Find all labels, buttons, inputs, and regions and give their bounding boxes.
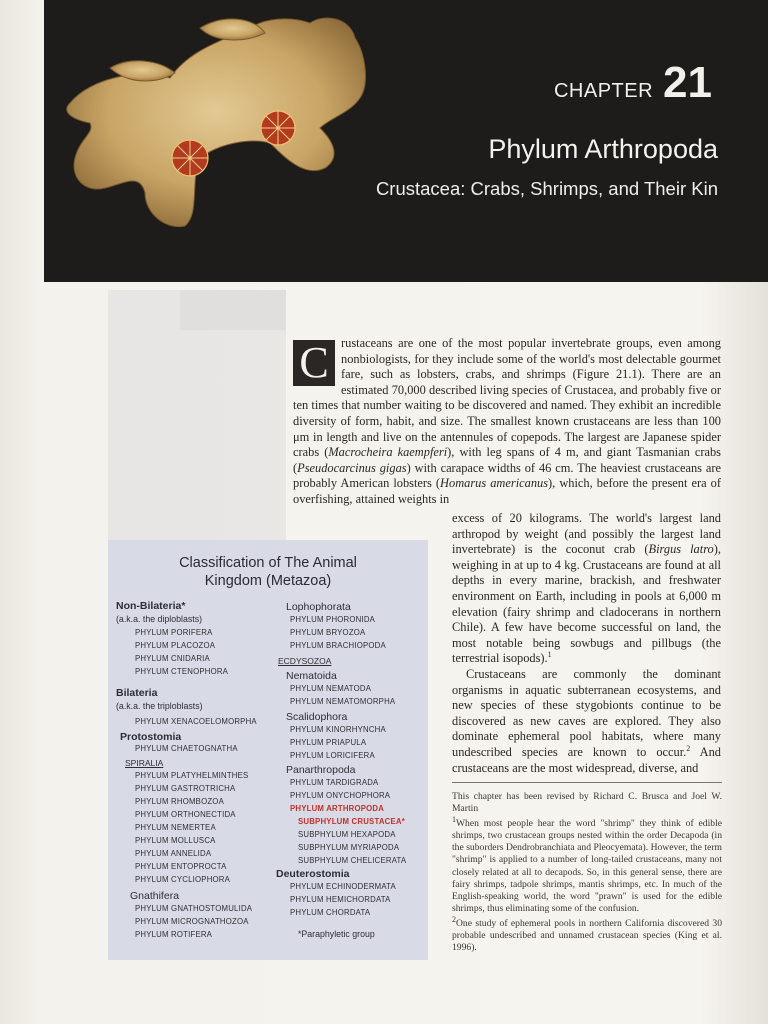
- taxon-group: Gnathifera: [130, 890, 180, 902]
- intro-paragraph: [293, 336, 721, 508]
- phylum: PHYLUM ROTIFERA: [135, 930, 213, 939]
- phylum: PHYLUM NEMATODA: [290, 684, 372, 693]
- chapter-word: CHAPTER: [553, 80, 654, 102]
- revision-note: This chapter has been revised by Richard C. Brusca and Joel W. Martin: [452, 791, 722, 815]
- phylum: PHYLUM HEMICHORDATA: [290, 895, 391, 904]
- phylum: PHYLUM ENTOPROCTA: [135, 862, 227, 871]
- sea-star-photo: [50, 8, 380, 233]
- footnote-ref[interactable]: 1: [547, 650, 552, 660]
- phylum: PHYLUM GNATHOSTOMULIDA: [135, 904, 253, 913]
- classification-title-line: Kingdom (Metazoa): [204, 573, 332, 589]
- footnote-rule: [452, 782, 722, 783]
- taxon-group: Scalidophora: [286, 711, 348, 723]
- drop-cap: C: [293, 340, 335, 386]
- phylum: PHYLUM CNIDARIA: [135, 654, 210, 663]
- taxon-group: Panarthropoda: [286, 764, 356, 776]
- taxon-note: (a.k.a. the triploblasts): [116, 701, 203, 711]
- classification-footnote: *Paraphyletic group: [298, 929, 375, 939]
- background-block: [180, 290, 286, 330]
- footnote-2: [452, 914, 722, 954]
- phylum: PHYLUM PHORONIDA: [290, 615, 376, 624]
- footnote-text: When most people hear the word "shrimp" they think of edible shrimps, two crustacean groups nested within the order Decapoda (in the suborders Dendrobranchiata and Pleocyemata). However, the term "shrimp" is applied to a number of long-tailed crustaceans, many not closely related at all to decapods. So, in this general sense, there are fairy shrimps, tadpole shrimps, mantis shrimps, etc. In much of the English-speaking world, the word "prawn" is used for the edible shrimps, thus eliminating some of the confusion.: [452, 818, 722, 914]
- intro-text: ) with carapace widths of 46 cm. The heaviest crustaceans are probably American lobsters (: [293, 460, 721, 491]
- taxon-group: SPIRALIA: [125, 758, 164, 768]
- intro-text: rustaceans are one of the most popular invertebrate groups, even among nonbiologists, for they include some of the world's most delectable gourmet fare, such as lobsters, crabs, and shrimps (Figure 21.1). There are an estimated 70,000 described living species of Crustacea, and probably five or ten times that number waiting to be discovered and named. They exhibit an incredible diversity of form, habit, and size. The smallest known crustaceans are less than 100 μm in length and live on the antennules of copepods. The largest are Japanese spider crabs (: [293, 336, 721, 460]
- body-text: Crustaceans are commonly the dominant organisms in aquatic subterranean ecosystems, and new species of these stygobionts continue to be discovered as new caves are explored. They also dominate ephemeral pool habitats, where many undescribed species are known to occur.: [452, 666, 721, 759]
- body-column: [452, 511, 721, 776]
- species-name: Homarus americanus: [440, 476, 549, 491]
- taxon-group: Lophophorata: [286, 601, 351, 613]
- phylum: PHYLUM CHORDATA: [290, 908, 371, 917]
- chapter-title: Phylum Arthropoda: [488, 134, 718, 164]
- phylum: PHYLUM XENACOELOMORPHA: [135, 717, 257, 726]
- taxon-note: (a.k.a. the diploblasts): [116, 614, 203, 624]
- taxon-group: Deuterostomia: [276, 868, 350, 880]
- taxon-group: ECDYSOZOA: [278, 656, 332, 666]
- paragraph: [452, 667, 721, 776]
- footnote-number: 1: [452, 815, 456, 824]
- classification-title-line: Classification of The Animal: [179, 555, 357, 571]
- species-name: Birgus latro: [648, 542, 714, 557]
- phylum: PHYLUM BRYOZOA: [290, 628, 366, 637]
- phylum: PHYLUM MICROGNATHOZOA: [135, 917, 249, 926]
- phylum: PHYLUM CYCLIOPHORA: [135, 875, 231, 884]
- phylum: PHYLUM NEMATOMORPHA: [290, 697, 396, 706]
- subphylum: SUBPHYLUM CHELICERATA: [298, 856, 407, 865]
- phylum: PHYLUM CTENOPHORA: [135, 667, 229, 676]
- phylum: PHYLUM PORIFERA: [135, 628, 213, 637]
- taxon-group: Protostomia: [120, 731, 182, 743]
- phylum: PHYLUM TARDIGRADA: [290, 778, 379, 787]
- phylum: PHYLUM PRIAPULA: [290, 738, 367, 747]
- intro-text: ), with leg spans of 4 m, and giant Tasmanian crabs (: [293, 445, 721, 475]
- phylum: PHYLUM CHAETOGNATHA: [135, 744, 238, 753]
- phylum: PHYLUM ONYCHOPHORA: [290, 791, 391, 800]
- footnote-number: 2: [452, 914, 456, 924]
- species-name: Macrocheira kaempferi: [328, 445, 448, 460]
- chapter-number: 21: [663, 58, 712, 107]
- phylum: PHYLUM PLATYHELMINTHES: [135, 771, 249, 780]
- phylum: PHYLUM ECHINODERMATA: [290, 882, 396, 891]
- subphylum: SUBPHYLUM MYRIAPODA: [298, 843, 400, 852]
- classification-box: [108, 540, 428, 960]
- phylum-highlighted: PHYLUM ARTHROPODA: [290, 804, 385, 813]
- species-name: Pseudocarcinus gigas: [297, 460, 407, 475]
- body-text: excess of 20 kilograms. The world's largest land arthropod by weight (and possibly the largest land invertebrate) is the coconut crab (: [452, 511, 721, 557]
- phylum: PHYLUM KINORHYNCHA: [290, 725, 386, 734]
- body-text: And crustaceans are the most widespread, diverse, and: [452, 744, 721, 775]
- taxon-group: Bilateria: [116, 687, 158, 699]
- footnotes: [452, 791, 722, 957]
- classification-title: [108, 554, 428, 590]
- footnote-ref[interactable]: 2: [686, 743, 691, 753]
- phylum: PHYLUM PLACOZOA: [135, 641, 216, 650]
- paragraph: [452, 511, 721, 667]
- subphylum: SUBPHYLUM HEXAPODA: [298, 830, 396, 839]
- phylum: PHYLUM ORTHONECTIDA: [135, 810, 236, 819]
- intro-text: ), which, before the present era of overfishing, attained weights in: [293, 476, 721, 506]
- chapter-subtitle: Crustacea: Crabs, Shrimps, and Their Kin: [375, 178, 718, 199]
- footnote-1: [452, 815, 722, 915]
- phylum: PHYLUM NEMERTEA: [135, 823, 216, 832]
- phylum: PHYLUM BRACHIOPODA: [290, 641, 386, 650]
- phylum: PHYLUM ANNELIDA: [135, 849, 212, 858]
- chapter-label: [554, 58, 712, 108]
- subphylum-highlighted: SUBPHYLUM CRUSTACEA*: [298, 817, 405, 826]
- phylum: PHYLUM RHOMBOZOA: [135, 797, 224, 806]
- phylum: PHYLUM MOLLUSCA: [135, 836, 216, 845]
- phylum: PHYLUM LORICIFERA: [290, 751, 375, 760]
- footnote-text: One study of ephemeral pools in northern California discovered 30 probable undescribed and unnamed crustacean species (King et al. 1996).: [452, 917, 722, 954]
- taxon-group: Nematoida: [286, 670, 337, 682]
- phylum: PHYLUM GASTROTRICHA: [135, 784, 236, 793]
- body-text: ), weighing in at up to 4 kg. Crustaceans are found at all depths in every marine, brackish, and freshwater environment on Earth, including in pools at 6,000 m elevation (fairy shrimp and cladocerans in northern Chile). A few have become successful on land, the most notable being sowbugs and pillbugs (the terrestrial isopods).: [452, 542, 721, 666]
- taxon-group: Non-Bilateria*: [116, 600, 186, 612]
